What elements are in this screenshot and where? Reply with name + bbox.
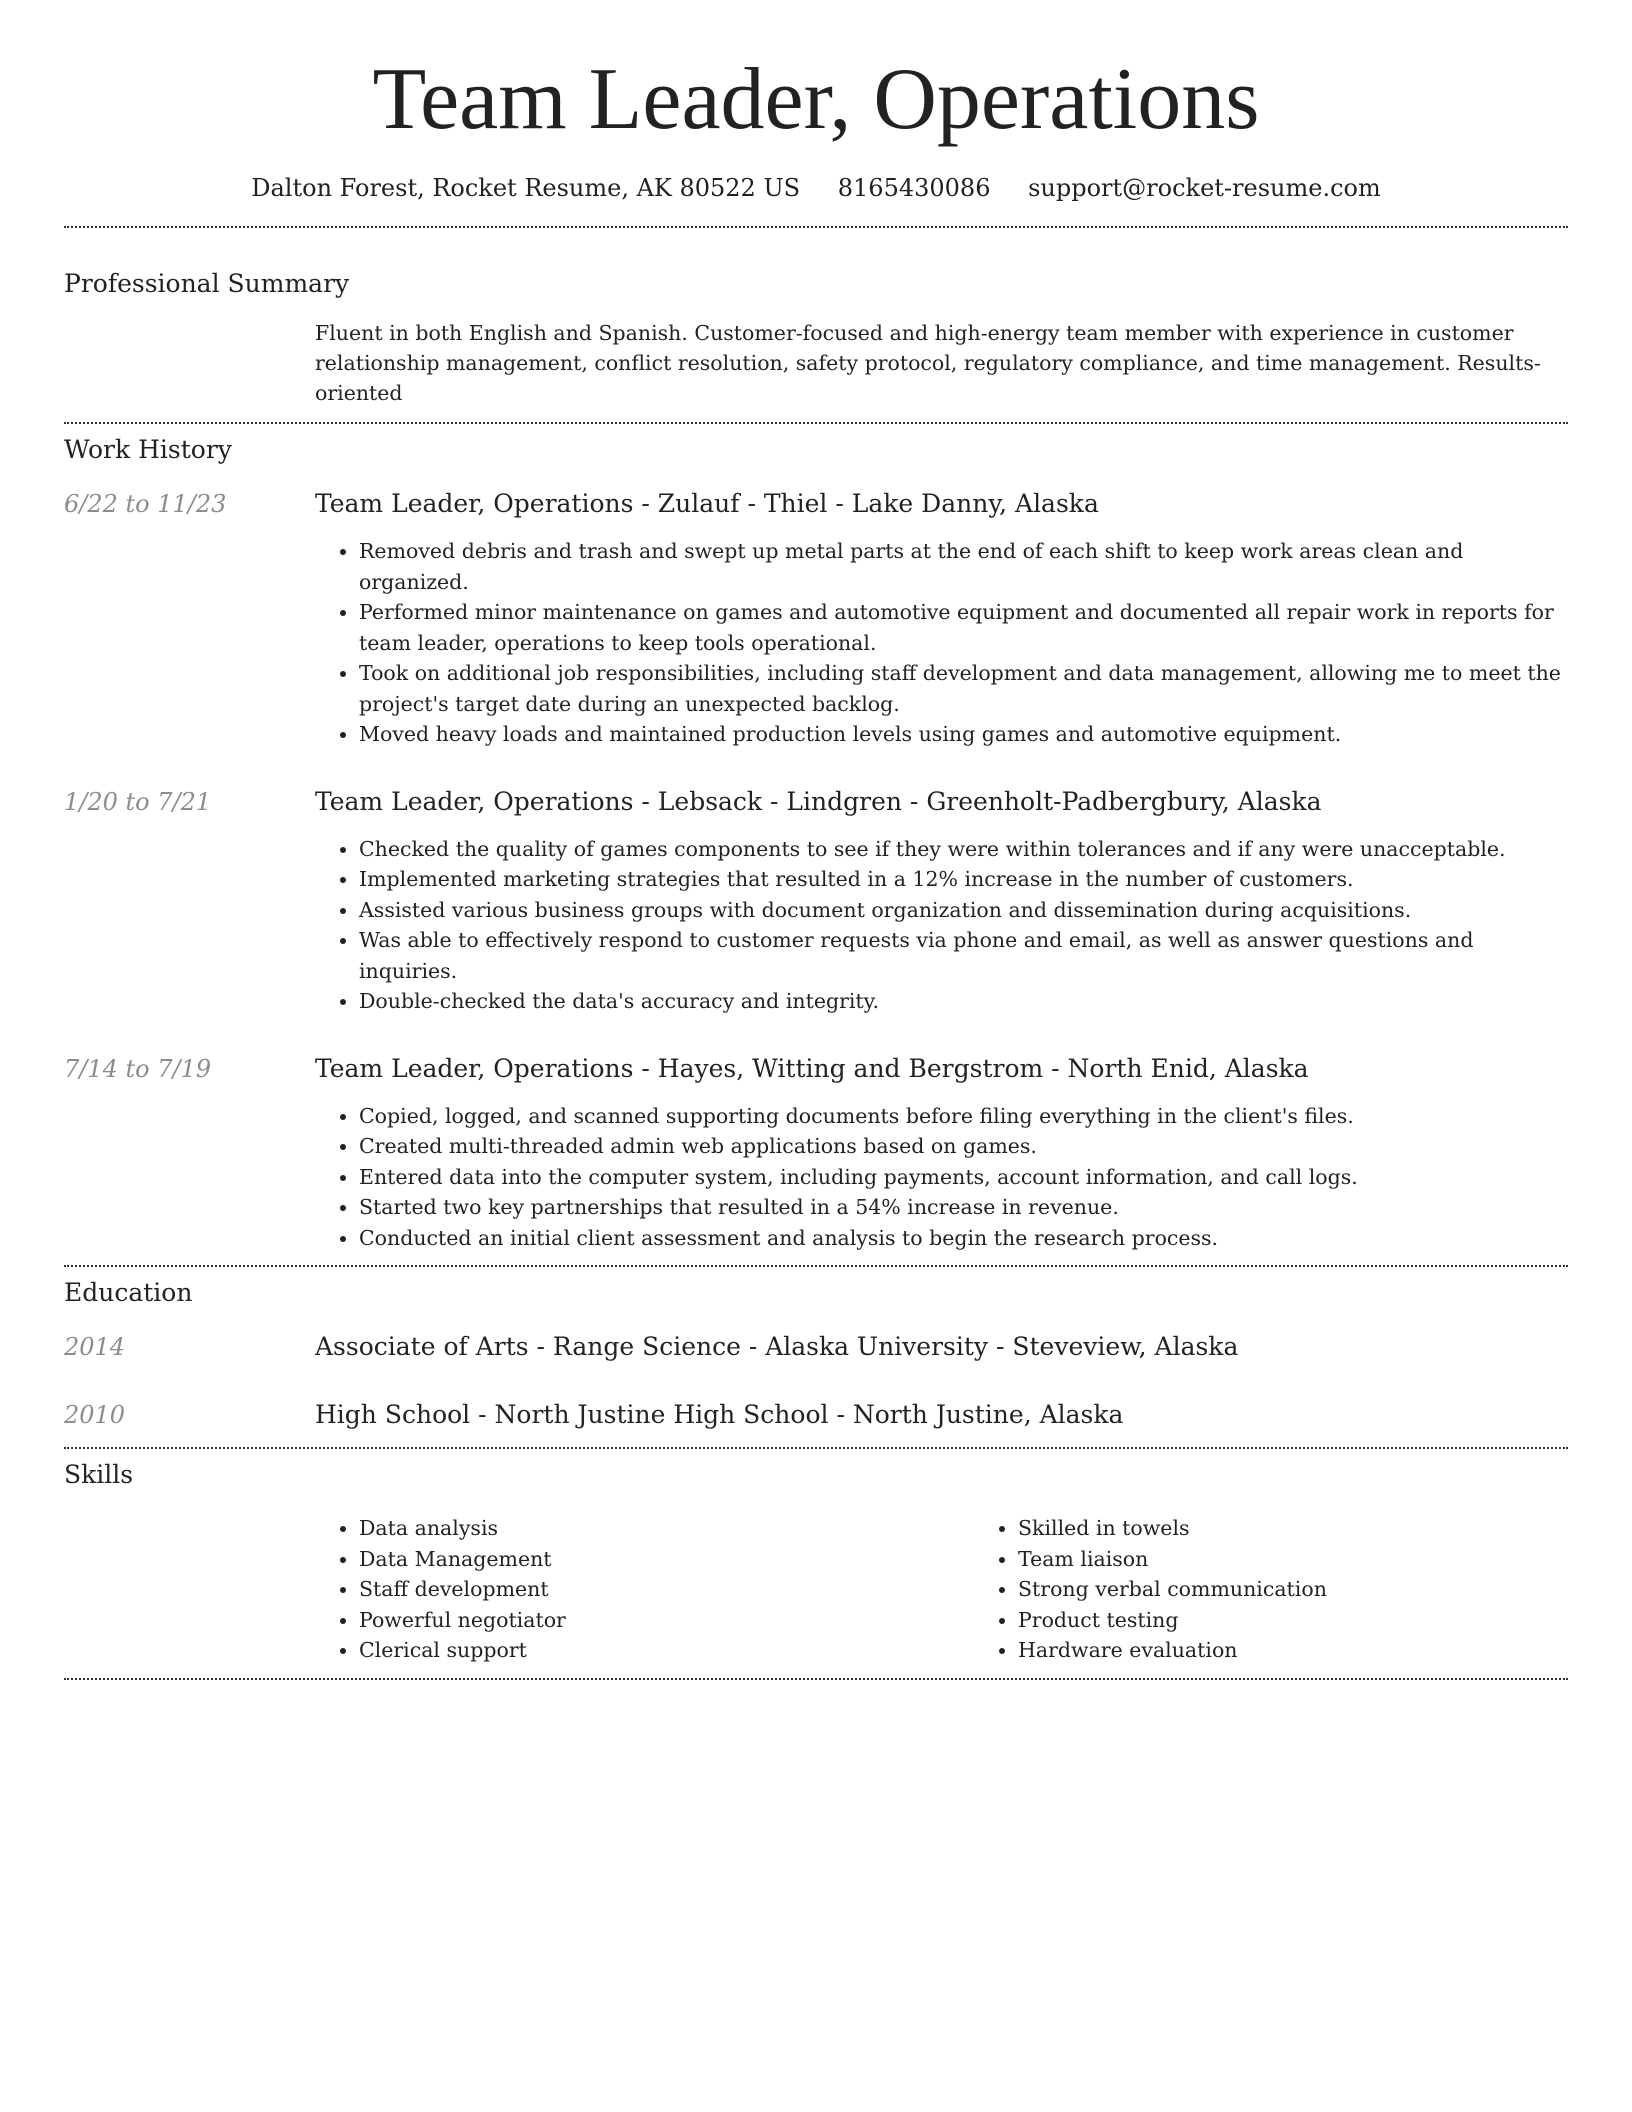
divider xyxy=(64,1447,1568,1449)
skill-item: • Powerful negotiator xyxy=(359,1605,974,1636)
resume-name: Team Leader, Operations xyxy=(372,51,1260,148)
divider xyxy=(64,1678,1568,1680)
job-bullets-row xyxy=(64,1101,1568,1254)
bullet-list xyxy=(315,536,1568,750)
job-header-row xyxy=(64,1053,1568,1085)
list-item: • Entered data into the computer system, including payments, account information, and call logs. xyxy=(359,1162,1568,1193)
bullet-list xyxy=(315,1101,1568,1254)
skills-row xyxy=(64,1513,1568,1666)
job-bullets-row xyxy=(64,536,1568,750)
work-section-title: Work History xyxy=(64,435,232,464)
job-heading: Team Leader, Operations - Hayes, Witting and Bergstrom - North Enid, Alaska xyxy=(315,1053,1309,1083)
list-item: • Created multi-threaded admin web applications based on games. xyxy=(359,1131,1568,1162)
job-dates: 6/22 to 11/23 xyxy=(64,490,227,518)
divider xyxy=(64,226,1568,228)
skill-item: • Strong verbal communication xyxy=(1018,1574,1632,1605)
bullet-list xyxy=(315,834,1568,1017)
education-entry xyxy=(64,1331,1568,1363)
job-entry xyxy=(64,488,1568,750)
skill-item: • Skilled in towels xyxy=(1018,1513,1632,1544)
education-year: 2010 xyxy=(64,1401,126,1429)
list-item: • Performed minor maintenance on games and automotive equipment and documented all repair work in reports for team leader, operations to keep tools operational. xyxy=(359,597,1568,658)
divider xyxy=(64,1265,1568,1267)
job-entry xyxy=(64,786,1568,1017)
education-text: Associate of Arts - Range Science - Alaska University - Steveview, Alaska xyxy=(315,1332,1239,1361)
divider xyxy=(64,422,1568,424)
job-bullets xyxy=(315,536,1568,750)
skill-item: • Product testing xyxy=(1018,1605,1632,1636)
job-dates: 7/14 to 7/19 xyxy=(64,1054,212,1083)
job-bullets-row xyxy=(64,834,1568,1017)
job-dates: 1/20 to 7/21 xyxy=(64,787,212,816)
education-year: 2014 xyxy=(64,1333,126,1361)
skill-item: • Team liaison xyxy=(1018,1544,1632,1575)
skill-item: • Data analysis xyxy=(359,1513,974,1544)
list-item: • Double-checked the data's accuracy and integrity. xyxy=(359,986,1568,1017)
job-header-row xyxy=(64,488,1568,520)
list-item: • Conducted an initial client assessment and analysis to begin the research process. xyxy=(359,1223,1568,1254)
job-bullets xyxy=(315,834,1568,1017)
list-item: • Copied, logged, and scanned supporting documents before filing everything in the client's files. xyxy=(359,1101,1568,1132)
list-item: • Assisted various business groups with document organization and dissemination during acquisitions. xyxy=(359,895,1568,926)
list-item: • Moved heavy loads and maintained production levels using games and automotive equipment. xyxy=(359,719,1568,750)
list-item: • Was able to effectively respond to customer requests via phone and email, as well as answer questions and inquiries. xyxy=(359,925,1568,986)
job-heading: Team Leader, Operations - Zulauf - Thiel - Lake Danny, Alaska xyxy=(315,489,1099,518)
summary-text: Fluent in both English and Spanish. Customer-focused and high-energy team member with experience in customer relationship management, conflict resolution, safety protocol, regulatory compliance, and time management. Results-oriented xyxy=(315,321,1541,405)
list-item: • Started two key partnerships that resulted in a 54% increase in revenue. xyxy=(359,1192,1568,1223)
education-section-title: Education xyxy=(64,1278,193,1307)
job-bullets xyxy=(315,1101,1568,1254)
skill-item: • Hardware evaluation xyxy=(1018,1635,1632,1666)
education-entry xyxy=(64,1399,1568,1431)
job-entry xyxy=(64,1053,1568,1254)
job-heading: Team Leader, Operations - Lebsack - Lindgren - Greenholt-Padbergbury, Alaska xyxy=(315,786,1322,816)
skills-list-right xyxy=(974,1513,1632,1666)
education-text: High School - North Justine High School - North Justine, Alaska xyxy=(315,1400,1124,1429)
list-item: • Removed debris and trash and swept up metal parts at the end of each shift to keep work areas clean and organized. xyxy=(359,536,1568,597)
list-item: • Implemented marketing strategies that resulted in a 12% increase in the number of customers. xyxy=(359,864,1568,895)
resume-page xyxy=(64,0,1568,1680)
skill-item: • Data Management xyxy=(359,1544,974,1575)
summary-row xyxy=(64,318,1568,408)
job-header-row xyxy=(64,786,1568,818)
contact-line xyxy=(64,172,1568,204)
contact-phone: 8165430086 xyxy=(837,174,991,202)
skills-section-title: Skills xyxy=(64,1460,134,1489)
contact-email: support@rocket-resume.com xyxy=(1028,174,1381,202)
skill-item: • Clerical support xyxy=(359,1635,974,1666)
list-item: • Checked the quality of games components to see if they were within tolerances and if any were unacceptable. xyxy=(359,834,1568,865)
skills-list-left xyxy=(315,1513,974,1666)
skills-grid xyxy=(315,1513,1632,1666)
contact-address: Dalton Forest, Rocket Resume, AK 80522 US xyxy=(251,174,801,202)
skill-item: • Staff development xyxy=(359,1574,974,1605)
list-item: • Took on additional job responsibilities, including staff development and data management, allowing me to meet the project's target date during an unexpected backlog. xyxy=(359,658,1568,719)
summary-section-title: Professional Summary xyxy=(64,269,350,298)
